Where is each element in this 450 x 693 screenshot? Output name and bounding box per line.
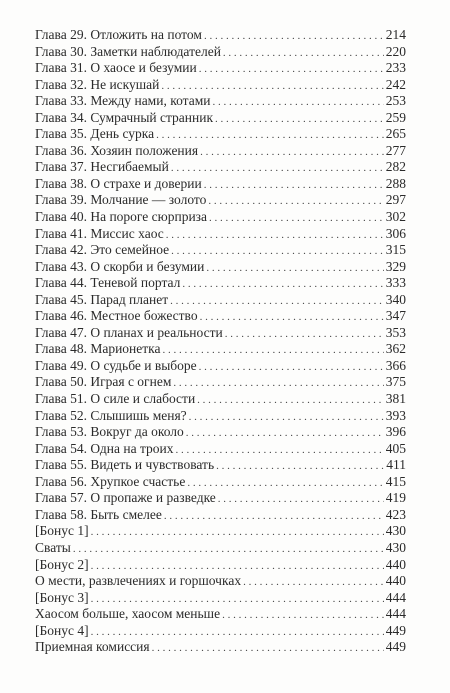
toc-entry-title: Хаосом больше, хаосом меньше bbox=[35, 606, 221, 622]
toc-entry bbox=[35, 408, 406, 425]
dot-leader bbox=[218, 491, 384, 508]
dot-leader bbox=[206, 260, 383, 277]
toc-entry-title: Глава 37. Несгибаемый bbox=[35, 159, 169, 175]
toc-entry bbox=[35, 159, 406, 176]
toc-entry-page-number: 362 bbox=[385, 341, 406, 357]
toc-entry bbox=[35, 590, 406, 607]
dot-leader bbox=[152, 640, 384, 657]
toc-entry-title: Глава 31. О хаосе и безумии bbox=[35, 60, 197, 76]
toc-entry bbox=[35, 126, 406, 143]
toc-entry-page-number: 393 bbox=[385, 407, 406, 423]
toc-entry bbox=[35, 606, 406, 623]
dot-leader bbox=[197, 392, 384, 409]
dot-leader bbox=[173, 375, 383, 392]
dot-leader bbox=[204, 177, 384, 194]
toc-entry bbox=[35, 308, 406, 325]
dot-leader bbox=[91, 558, 384, 575]
toc-entry-title: Глава 36. Хозяин положения bbox=[35, 142, 199, 158]
toc-entry bbox=[35, 292, 406, 309]
toc-entry bbox=[35, 259, 406, 276]
toc-entry-page-number: 405 bbox=[385, 440, 406, 456]
toc-entry-title: Глава 48. Марионетка bbox=[35, 341, 161, 357]
dot-leader bbox=[164, 508, 384, 525]
dot-leader bbox=[171, 160, 384, 177]
dot-leader bbox=[187, 475, 383, 492]
toc-entry-page-number: 333 bbox=[385, 275, 406, 291]
toc-entry-page-number: 329 bbox=[385, 258, 406, 274]
toc-entry bbox=[35, 557, 406, 574]
toc-entry bbox=[35, 93, 406, 110]
toc-entry-title: Глава 40. На пороге сюрприза bbox=[35, 209, 207, 225]
toc-entry-page-number: 353 bbox=[385, 324, 406, 340]
toc-entry-title: [Бонус 2] bbox=[35, 556, 89, 572]
toc-entry bbox=[35, 44, 406, 61]
dot-leader bbox=[91, 624, 384, 641]
toc-entry bbox=[35, 341, 406, 358]
toc-entry-page-number: 430 bbox=[385, 523, 406, 539]
toc-entry-title: Глава 50. Играя с огнем bbox=[35, 374, 172, 390]
toc-entry-page-number: 220 bbox=[385, 43, 406, 59]
toc-entry-title: Глава 52. Слышишь меня? bbox=[35, 407, 187, 423]
toc-entry-page-number: 375 bbox=[385, 374, 406, 390]
toc-entry-page-number: 396 bbox=[385, 424, 406, 440]
toc-entry-title: Глава 45. Парад планет bbox=[35, 291, 169, 307]
toc-entry-page-number: 347 bbox=[385, 308, 406, 324]
toc-entry bbox=[35, 490, 406, 507]
toc-entry-title: Глава 58. Быть смелее bbox=[35, 506, 162, 522]
toc-entry bbox=[35, 209, 406, 226]
dot-leader bbox=[189, 409, 384, 426]
toc-entry-title: Глава 47. О планах и реальности bbox=[35, 324, 223, 340]
toc-entry-page-number: 242 bbox=[385, 76, 406, 92]
toc-entry bbox=[35, 27, 406, 44]
toc-entry-title: Глава 55. Видеть и чувствовать bbox=[35, 457, 215, 473]
dot-leader bbox=[186, 425, 384, 442]
toc-entry-page-number: 444 bbox=[385, 606, 406, 622]
dot-leader bbox=[223, 45, 384, 62]
toc-entry-page-number: 259 bbox=[385, 109, 406, 125]
toc-entry-page-number: 297 bbox=[385, 192, 406, 208]
toc-entry-title: Глава 32. Не искушай bbox=[35, 76, 160, 92]
toc-entry-page-number: 288 bbox=[385, 175, 406, 191]
dot-leader bbox=[215, 111, 384, 128]
toc-entry-page-number: 449 bbox=[385, 622, 406, 638]
dot-leader bbox=[208, 193, 383, 210]
toc-entry-title: Глава 39. Молчание — золото bbox=[35, 192, 207, 208]
toc-entry-title: Глава 41. Миссис хаос bbox=[35, 225, 164, 241]
toc-entry-page-number: 302 bbox=[385, 209, 406, 225]
toc-entry-page-number: 415 bbox=[385, 473, 406, 489]
dot-leader bbox=[243, 574, 384, 591]
toc-entry bbox=[35, 358, 406, 375]
toc-entry bbox=[35, 540, 406, 557]
toc-entry bbox=[35, 573, 406, 590]
dot-leader bbox=[200, 144, 384, 161]
toc-entry-page-number: 340 bbox=[385, 291, 406, 307]
toc-entry bbox=[35, 391, 406, 408]
toc-entry bbox=[35, 424, 406, 441]
dot-leader bbox=[216, 458, 384, 475]
toc-entry-page-number: 265 bbox=[385, 126, 406, 142]
dot-leader bbox=[225, 326, 384, 343]
toc-entry-page-number: 430 bbox=[385, 539, 406, 555]
toc-entry bbox=[35, 639, 406, 656]
toc-entry-title: Глава 42. Это семейное bbox=[35, 242, 170, 258]
dot-leader bbox=[199, 359, 384, 376]
toc-entry-title: [Бонус 4] bbox=[35, 622, 89, 638]
toc-entry-page-number: 233 bbox=[385, 60, 406, 76]
toc-entry-title: Глава 49. О судьбе и выборе bbox=[35, 357, 197, 373]
dot-leader bbox=[171, 243, 384, 260]
toc-entry bbox=[35, 325, 406, 342]
toc-entry-page-number: 423 bbox=[385, 506, 406, 522]
toc-entry bbox=[35, 623, 406, 640]
toc-entry-title: Глава 57. О пропаже и разведке bbox=[35, 490, 216, 506]
dot-leader bbox=[166, 227, 384, 244]
table-of-contents bbox=[35, 27, 406, 656]
toc-entry-title: Глава 38. О страхе и доверии bbox=[35, 175, 202, 191]
toc-entry bbox=[35, 192, 406, 209]
toc-entry-page-number: 381 bbox=[385, 391, 406, 407]
toc-entry bbox=[35, 77, 406, 94]
toc-entry bbox=[35, 242, 406, 259]
toc-entry bbox=[35, 374, 406, 391]
toc-entry-title: Глава 34. Сумрачный странник bbox=[35, 109, 214, 125]
dot-leader bbox=[222, 607, 384, 624]
toc-entry-title: Глава 29. Отложить на потом bbox=[35, 27, 202, 42]
toc-entry-title: Глава 35. День сурка bbox=[35, 126, 155, 142]
dot-leader bbox=[163, 342, 384, 359]
toc-entry-title: Сваты bbox=[35, 539, 71, 555]
toc-entry-page-number: 449 bbox=[385, 639, 406, 655]
toc-entry bbox=[35, 275, 406, 292]
dot-leader bbox=[176, 442, 384, 459]
dot-leader bbox=[170, 293, 384, 310]
toc-entry bbox=[35, 143, 406, 160]
toc-entry-page-number: 411 bbox=[386, 457, 406, 473]
toc-entry-page-number: 440 bbox=[385, 556, 406, 572]
dot-leader bbox=[200, 309, 384, 326]
toc-entry bbox=[35, 226, 406, 243]
toc-entry-page-number: 440 bbox=[385, 573, 406, 589]
toc-entry-page-number: 253 bbox=[385, 93, 406, 109]
toc-entry bbox=[35, 507, 406, 524]
toc-entry bbox=[35, 60, 406, 77]
toc-entry-page-number: 282 bbox=[385, 159, 406, 175]
toc-entry-title: Глава 44. Теневой портал bbox=[35, 275, 181, 291]
toc-entry-title: [Бонус 1] bbox=[35, 523, 89, 539]
dot-leader bbox=[91, 524, 384, 541]
dot-leader bbox=[212, 94, 383, 111]
dot-leader bbox=[91, 591, 384, 608]
toc-entry bbox=[35, 110, 406, 127]
dot-leader bbox=[204, 28, 384, 45]
dot-leader bbox=[182, 276, 383, 293]
dot-leader bbox=[209, 210, 384, 227]
toc-entry-title: О мести, развлечениях и горшочках bbox=[35, 573, 242, 589]
dot-leader bbox=[156, 127, 384, 144]
toc-entry-page-number: 277 bbox=[385, 142, 406, 158]
toc-entry-title: Приемная комиссия bbox=[35, 639, 150, 655]
dot-leader bbox=[161, 78, 383, 95]
toc-entry-page-number: 366 bbox=[385, 357, 406, 373]
toc-entry-title: Глава 33. Между нами, котами bbox=[35, 93, 211, 109]
toc-entry bbox=[35, 474, 406, 491]
toc-entry-title: Глава 54. Одна на троих bbox=[35, 440, 174, 456]
toc-entry-title: Глава 43. О скорби и безумии bbox=[35, 258, 205, 274]
dot-leader bbox=[199, 61, 384, 78]
toc-entry-title: Глава 46. Местное божество bbox=[35, 308, 198, 324]
toc-entry bbox=[35, 176, 406, 193]
toc-entry-title: Глава 53. Вокруг да около bbox=[35, 424, 184, 440]
toc-entry bbox=[35, 441, 406, 458]
dot-leader bbox=[73, 541, 384, 558]
toc-entry-page-number: 419 bbox=[385, 490, 406, 506]
toc-entry bbox=[35, 457, 406, 474]
toc-entry-page-number: 444 bbox=[385, 589, 406, 605]
toc-entry-page-number: 315 bbox=[385, 242, 406, 258]
toc-entry-title: Глава 30. Заметки наблюдателей bbox=[35, 43, 221, 59]
toc-entry-title: Глава 51. О силе и слабости bbox=[35, 391, 196, 407]
toc-entry-title: [Бонус 3] bbox=[35, 589, 89, 605]
toc-entry-page-number: 306 bbox=[385, 225, 406, 241]
toc-entry-title: Глава 56. Хрупкое счастье bbox=[35, 473, 186, 489]
toc-entry bbox=[35, 523, 406, 540]
toc-entry-page-number: 214 bbox=[385, 27, 406, 42]
